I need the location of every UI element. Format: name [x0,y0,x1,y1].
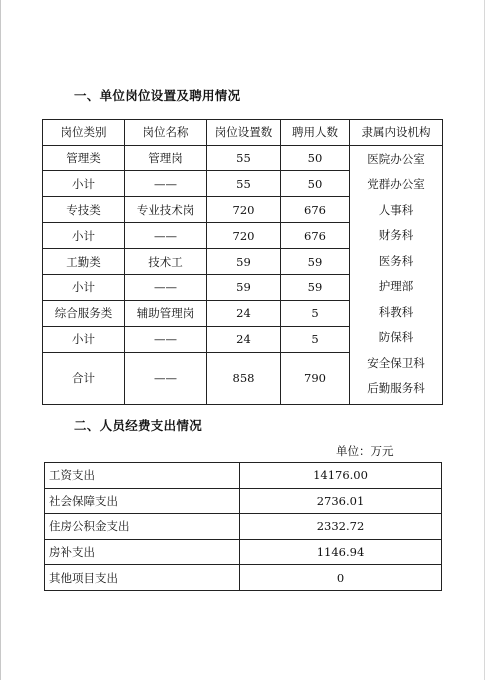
post-name-cell: 技术工 [125,249,207,275]
department-item: 医院办公室 [367,151,425,166]
category-cell: 小计 [43,326,125,352]
table-row [45,514,442,540]
post-name-cell: 管理岗 [125,145,207,171]
table-row [45,565,442,591]
post-count-cell: 55 [207,145,281,171]
table-row [45,488,442,514]
post-name-cell: —— [125,171,207,197]
post-count-cell: 24 [207,300,281,326]
hired-count-cell: 5 [281,326,350,352]
category-cell: 小计 [43,274,125,300]
column-header: 隶属内设机构 [350,120,443,146]
department-item: 人事科 [378,202,414,217]
department-item: 防保科 [378,330,414,344]
hired-count-cell: 50 [281,171,350,197]
hired-count-cell: 676 [281,223,350,249]
page-edge [0,0,1,680]
hired-count-cell: 5 [281,300,350,326]
post-name-cell: —— [125,223,207,249]
category-cell: 管理类 [43,145,125,171]
department-item: 护理部 [378,279,414,293]
post-name-cell: 辅助管理岗 [125,300,207,326]
post-name-cell: —— [125,326,207,352]
table-row [45,539,442,565]
posts-table [42,119,443,405]
post-count-cell: 59 [207,249,281,275]
category-cell: 小计 [43,171,125,197]
department-item: 科教科 [378,304,414,319]
hired-count-cell: 676 [281,197,350,223]
post-count-cell: 720 [207,197,281,223]
column-header: 聘用人数 [281,120,350,146]
unit-label: 单位：万元 [336,444,394,458]
category-cell: 专技类 [43,197,125,223]
table-row [45,463,442,489]
section-title-posts: 一、单位岗位设置及聘用情况 [74,88,241,103]
department-item: 党群办公室 [367,177,425,191]
category-cell: 工勤类 [43,249,125,275]
department-item: 后勤服务科 [367,381,425,395]
table-header-row [43,120,443,146]
expense-amount-cell: 0 [240,565,442,591]
table-row [43,145,443,171]
post-count-cell: 720 [207,223,281,249]
hired-count-cell: 59 [281,249,350,275]
column-header: 岗位名称 [125,120,207,146]
expense-amount-cell: 2332.72 [240,514,442,540]
department-list-cell [350,145,443,404]
category-cell: 合计 [43,352,125,404]
department-item: 医务科 [378,253,414,268]
column-header: 岗位设置数 [207,120,281,146]
expense-item-cell: 社会保障支出 [45,488,240,514]
expense-item-cell: 其他项目支出 [45,565,240,591]
post-count-cell: 59 [207,274,281,300]
department-item: 安全保卫科 [367,355,425,370]
post-count-cell: 55 [207,171,281,197]
post-count-cell: 858 [207,352,281,404]
expense-item-cell: 工资支出 [45,463,240,489]
hired-count-cell: 790 [281,352,350,404]
post-name-cell: —— [125,352,207,404]
column-header: 岗位类别 [43,120,125,146]
category-cell: 综合服务类 [43,300,125,326]
post-name-cell: —— [125,274,207,300]
category-cell: 小计 [43,223,125,249]
expenses-table [44,462,442,591]
post-count-cell: 24 [207,326,281,352]
expense-item-cell: 房补支出 [45,539,240,565]
post-name-cell: 专业技术岗 [125,197,207,223]
department-item: 财务科 [378,228,414,242]
expense-amount-cell: 2736.01 [240,488,442,514]
expense-amount-cell: 1146.94 [240,539,442,565]
hired-count-cell: 59 [281,274,350,300]
expense-amount-cell: 14176.00 [240,463,442,489]
hired-count-cell: 50 [281,145,350,171]
section-title-expenses: 二、人员经费支出情况 [74,418,203,433]
expense-item-cell: 住房公积金支出 [45,514,240,540]
